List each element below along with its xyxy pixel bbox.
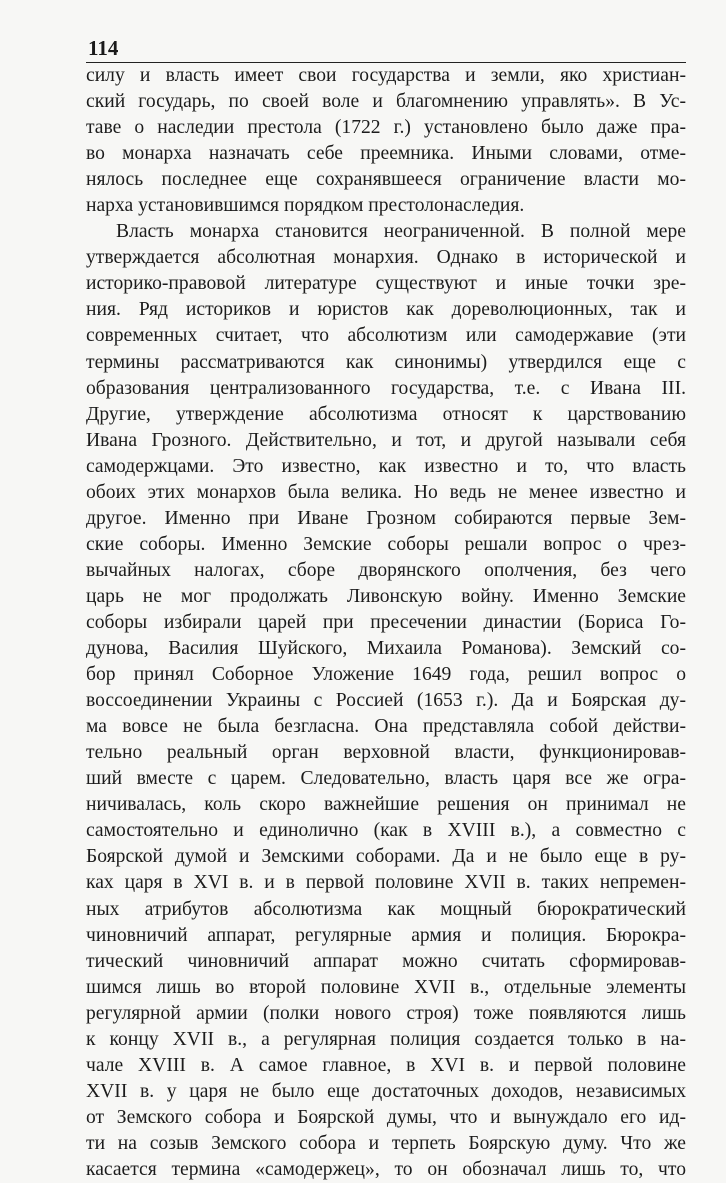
text-line: от Земского собора и Боярской думы, что и вынуждало его ид- (86, 1106, 686, 1128)
text-line: касается термина «самодержец», то он обозначал лишь то, что (86, 1158, 686, 1180)
text-line: самостоятельно и единолично (как в XVIII в.), а совместно с (86, 820, 686, 842)
text-line: воссоединении Украины с Россией (1653 г.). Да и Боярская ду- (86, 690, 686, 712)
text-line: тический чиновничий аппарат можно считать сформировав- (86, 950, 686, 972)
text-line: шимся лишь во второй половине XVII в., отдельные элементы (86, 976, 686, 998)
text-line: регулярной армии (полки нового строя) тоже появляются лишь (86, 1002, 686, 1024)
text-line: современных считает, что абсолютизм или самодержавие (эти (86, 325, 686, 347)
text-line: образования централизованного государства, т.е. с Ивана III. (86, 377, 686, 399)
text-line: Ивана Грозного. Действительно, и тот, и другой называли себя (86, 429, 686, 451)
paragraph-2 (86, 219, 686, 1183)
text-line: ший вместе с царем. Следовательно, власть царя все же огра- (86, 768, 686, 790)
paragraph-1 (86, 63, 686, 219)
page-number: 114 (88, 36, 119, 60)
text-line: ных атрибутов абсолютизма как мощный бюрократический (86, 898, 686, 920)
text-line: ма вовсе не была безгласна. Она представляла собой действи- (86, 716, 686, 738)
text-line: соборы избирали царей при пресечении династии (Бориса Го- (86, 611, 686, 633)
text-line: таве о наследии престола (1722 г.) установлено было даже пра- (86, 117, 686, 139)
text-line: Боярской думой и Земскими соборами. Да и не было еще в ру- (86, 846, 686, 868)
text-line: обоих этих монархов была велика. Но ведь не менее известно и (86, 481, 686, 503)
text-line: историко-правовой литературе существуют и иные точки зре- (86, 273, 686, 295)
text-line: ничивалась, коль скоро важнейшие решения он принимал не (86, 794, 686, 816)
text-line: Другие, утверждение абсолютизма относят к царствованию (86, 403, 686, 425)
text-line: нарха установившимся порядком престолонаследия. (86, 195, 525, 217)
text-line: тельно реальный орган верховной власти, функционировав- (86, 742, 686, 764)
text-line: царь не мог продолжать Ливонскую войну. Именно Земские (86, 585, 686, 607)
text-line: ния. Ряд историков и юристов как дореволюционных, так и (86, 299, 686, 321)
text-line: нялось последнее еще сохранявшееся ограничение власти мо- (86, 169, 686, 191)
text-line: Власть монарха становится неограниченной. В полной мере (116, 221, 686, 243)
text-line: дунова, Василия Шуйского, Михаила Романова). Земский со- (86, 638, 686, 660)
text-line: термины рассматриваются как синонимы) утвердился еще с (86, 351, 686, 373)
text-line: силу и власть имеет свои государства и земли, яко христиан- (86, 65, 686, 86)
text-line: другое. Именно при Иване Грозном собираются первые Зем- (86, 507, 686, 529)
text-line: утверждается абсолютная монархия. Однако в исторической и (86, 247, 686, 269)
text-line: XVII в. у царя не было еще достаточных доходов, независимых (86, 1080, 686, 1102)
body-text (86, 63, 686, 1183)
text-line: бор принял Соборное Уложение 1649 года, решил вопрос о (86, 664, 686, 686)
text-line: самодержцами. Это известно, как известно и то, что власть (86, 455, 686, 477)
text-line: ский государь, по своей воле и благомнению управлять». В Ус- (86, 91, 686, 113)
text-line: чале XVIII в. А самое главное, в XVI в. и первой половине (86, 1054, 686, 1076)
text-line: ках царя в XVI в. и в первой половине XVII в. таких непремен- (86, 872, 686, 894)
text-line: к концу XVII в., а регулярная полиция создается только в на- (86, 1028, 686, 1050)
text-line: во монарха назначать себе преемника. Иными словами, отме- (86, 143, 686, 165)
text-line: чиновничий аппарат, регулярные армия и полиция. Бюрокра- (86, 924, 686, 946)
text-line: ти на созыв Земского собора и терпеть Боярскую думу. Что же (86, 1132, 686, 1154)
text-line: ские соборы. Именно Земские соборы решали вопрос о чрез- (86, 533, 686, 555)
text-line: вычайных налогах, сборе дворянского ополчения, без чего (86, 559, 686, 581)
